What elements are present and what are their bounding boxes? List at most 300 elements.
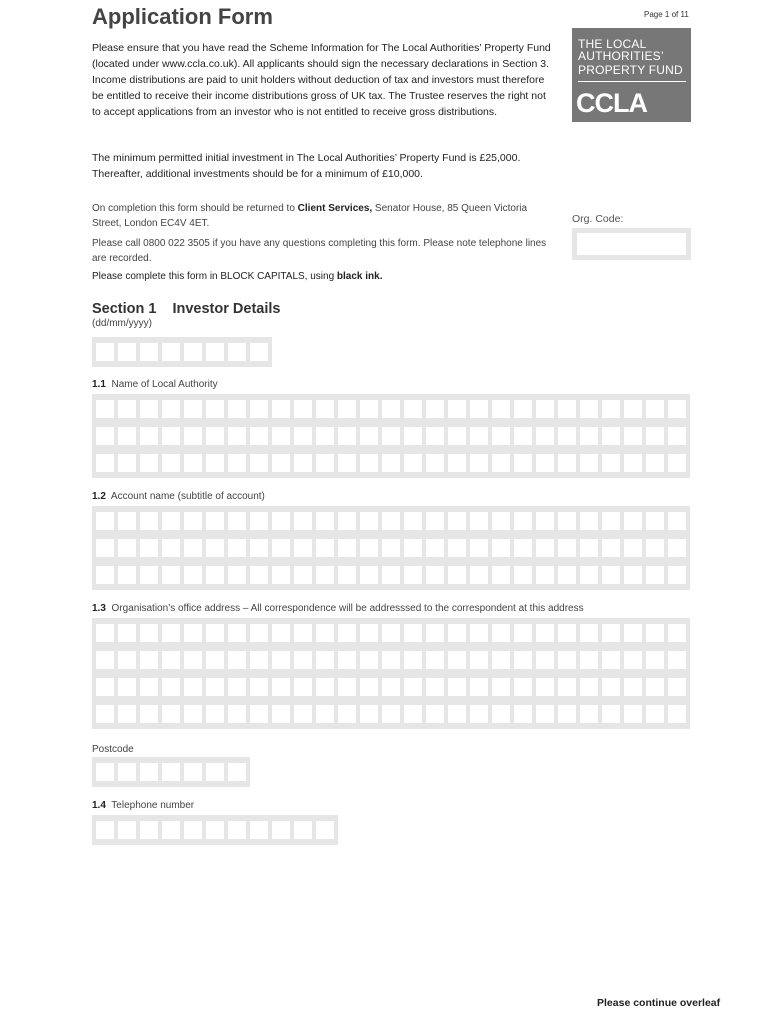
character-box[interactable] xyxy=(228,566,246,584)
character-box[interactable] xyxy=(338,427,356,445)
character-box[interactable] xyxy=(470,566,488,584)
character-box[interactable] xyxy=(646,566,664,584)
character-box[interactable] xyxy=(426,539,444,557)
character-box[interactable] xyxy=(228,705,246,723)
character-box[interactable] xyxy=(118,763,136,781)
character-box[interactable] xyxy=(492,400,510,418)
character-box[interactable] xyxy=(96,343,114,361)
character-box[interactable] xyxy=(228,343,246,361)
character-box[interactable] xyxy=(536,651,554,669)
character-box[interactable] xyxy=(558,454,576,472)
office-address-field[interactable] xyxy=(92,618,690,729)
character-box[interactable] xyxy=(646,539,664,557)
character-box[interactable] xyxy=(118,512,136,530)
character-box[interactable] xyxy=(96,763,114,781)
character-box[interactable] xyxy=(492,427,510,445)
character-box[interactable] xyxy=(96,566,114,584)
character-box[interactable] xyxy=(118,427,136,445)
postcode-field[interactable] xyxy=(92,757,250,787)
character-box[interactable] xyxy=(382,427,400,445)
character-box[interactable] xyxy=(250,400,268,418)
character-box[interactable] xyxy=(118,454,136,472)
character-box[interactable] xyxy=(228,624,246,642)
character-box[interactable] xyxy=(250,821,268,839)
character-box[interactable] xyxy=(316,821,334,839)
character-box[interactable] xyxy=(206,624,224,642)
character-box[interactable] xyxy=(118,705,136,723)
character-box[interactable] xyxy=(360,539,378,557)
character-box[interactable] xyxy=(250,651,268,669)
character-box[interactable] xyxy=(206,566,224,584)
character-box[interactable] xyxy=(536,539,554,557)
character-box[interactable] xyxy=(272,539,290,557)
character-box[interactable] xyxy=(184,566,202,584)
character-box[interactable] xyxy=(426,678,444,696)
character-box[interactable] xyxy=(624,624,642,642)
local-authority-name-field[interactable] xyxy=(92,394,690,478)
character-box[interactable] xyxy=(404,678,422,696)
character-box[interactable] xyxy=(470,651,488,669)
character-box[interactable] xyxy=(206,763,224,781)
character-box[interactable] xyxy=(118,821,136,839)
character-box[interactable] xyxy=(184,454,202,472)
character-box[interactable] xyxy=(140,400,158,418)
character-box[interactable] xyxy=(580,427,598,445)
character-box[interactable] xyxy=(448,427,466,445)
character-box[interactable] xyxy=(536,427,554,445)
character-box[interactable] xyxy=(162,678,180,696)
character-box[interactable] xyxy=(668,651,686,669)
character-box[interactable] xyxy=(426,705,444,723)
character-box[interactable] xyxy=(668,454,686,472)
character-box[interactable] xyxy=(360,566,378,584)
character-box[interactable] xyxy=(338,624,356,642)
character-box[interactable] xyxy=(404,454,422,472)
character-box[interactable] xyxy=(514,624,532,642)
character-box[interactable] xyxy=(426,624,444,642)
character-box[interactable] xyxy=(426,512,444,530)
character-box[interactable] xyxy=(338,539,356,557)
character-box[interactable] xyxy=(206,678,224,696)
character-box[interactable] xyxy=(514,651,532,669)
character-box[interactable] xyxy=(140,566,158,584)
character-box[interactable] xyxy=(206,651,224,669)
character-box[interactable] xyxy=(96,705,114,723)
character-box[interactable] xyxy=(96,400,114,418)
character-box[interactable] xyxy=(404,651,422,669)
character-box[interactable] xyxy=(580,400,598,418)
character-box[interactable] xyxy=(646,454,664,472)
character-box[interactable] xyxy=(470,705,488,723)
character-box[interactable] xyxy=(162,705,180,723)
character-box[interactable] xyxy=(514,705,532,723)
character-box[interactable] xyxy=(382,566,400,584)
character-box[interactable] xyxy=(426,454,444,472)
character-box[interactable] xyxy=(96,624,114,642)
character-box[interactable] xyxy=(162,454,180,472)
character-box[interactable] xyxy=(404,705,422,723)
character-box[interactable] xyxy=(470,512,488,530)
character-box[interactable] xyxy=(382,539,400,557)
character-box[interactable] xyxy=(272,427,290,445)
character-box[interactable] xyxy=(360,624,378,642)
character-box[interactable] xyxy=(646,705,664,723)
character-box[interactable] xyxy=(492,539,510,557)
character-box[interactable] xyxy=(668,427,686,445)
character-box[interactable] xyxy=(580,624,598,642)
character-box[interactable] xyxy=(448,566,466,584)
character-box[interactable] xyxy=(382,512,400,530)
character-box[interactable] xyxy=(668,678,686,696)
character-box[interactable] xyxy=(448,512,466,530)
character-box[interactable] xyxy=(272,512,290,530)
character-box[interactable] xyxy=(624,705,642,723)
character-box[interactable] xyxy=(250,539,268,557)
character-box[interactable] xyxy=(316,539,334,557)
character-box[interactable] xyxy=(162,539,180,557)
character-box[interactable] xyxy=(162,566,180,584)
character-box[interactable] xyxy=(206,705,224,723)
character-box[interactable] xyxy=(448,400,466,418)
character-box[interactable] xyxy=(140,512,158,530)
character-box[interactable] xyxy=(250,678,268,696)
character-box[interactable] xyxy=(250,566,268,584)
character-box[interactable] xyxy=(558,705,576,723)
character-box[interactable] xyxy=(272,705,290,723)
character-box[interactable] xyxy=(404,539,422,557)
character-box[interactable] xyxy=(646,512,664,530)
character-box[interactable] xyxy=(184,539,202,557)
character-box[interactable] xyxy=(272,566,290,584)
character-box[interactable] xyxy=(646,400,664,418)
character-box[interactable] xyxy=(404,427,422,445)
character-box[interactable] xyxy=(162,343,180,361)
character-box[interactable] xyxy=(492,651,510,669)
character-box[interactable] xyxy=(580,678,598,696)
character-box[interactable] xyxy=(228,512,246,530)
character-box[interactable] xyxy=(338,454,356,472)
character-box[interactable] xyxy=(646,651,664,669)
character-box[interactable] xyxy=(624,454,642,472)
character-box[interactable] xyxy=(162,512,180,530)
character-box[interactable] xyxy=(206,400,224,418)
character-box[interactable] xyxy=(140,539,158,557)
character-box[interactable] xyxy=(250,705,268,723)
character-box[interactable] xyxy=(96,454,114,472)
character-box[interactable] xyxy=(558,427,576,445)
character-box[interactable] xyxy=(668,539,686,557)
character-box[interactable] xyxy=(184,678,202,696)
character-box[interactable] xyxy=(360,705,378,723)
character-box[interactable] xyxy=(580,539,598,557)
character-box[interactable] xyxy=(250,512,268,530)
character-box[interactable] xyxy=(558,400,576,418)
character-box[interactable] xyxy=(184,512,202,530)
character-box[interactable] xyxy=(624,651,642,669)
character-box[interactable] xyxy=(206,343,224,361)
character-box[interactable] xyxy=(624,427,642,445)
character-box[interactable] xyxy=(646,678,664,696)
character-box[interactable] xyxy=(140,427,158,445)
character-box[interactable] xyxy=(492,512,510,530)
character-box[interactable] xyxy=(382,705,400,723)
character-box[interactable] xyxy=(646,624,664,642)
character-box[interactable] xyxy=(558,651,576,669)
character-box[interactable] xyxy=(316,705,334,723)
character-box[interactable] xyxy=(272,400,290,418)
character-box[interactable] xyxy=(558,566,576,584)
character-box[interactable] xyxy=(294,624,312,642)
character-box[interactable] xyxy=(514,400,532,418)
character-box[interactable] xyxy=(404,512,422,530)
character-box[interactable] xyxy=(184,343,202,361)
character-box[interactable] xyxy=(558,539,576,557)
character-box[interactable] xyxy=(514,566,532,584)
character-box[interactable] xyxy=(602,651,620,669)
character-box[interactable] xyxy=(118,343,136,361)
character-box[interactable] xyxy=(360,427,378,445)
character-box[interactable] xyxy=(382,400,400,418)
character-box[interactable] xyxy=(206,539,224,557)
character-box[interactable] xyxy=(316,512,334,530)
character-box[interactable] xyxy=(294,427,312,445)
character-box[interactable] xyxy=(514,512,532,530)
character-box[interactable] xyxy=(602,427,620,445)
character-box[interactable] xyxy=(448,705,466,723)
character-box[interactable] xyxy=(118,651,136,669)
character-box[interactable] xyxy=(580,566,598,584)
character-box[interactable] xyxy=(206,512,224,530)
character-box[interactable] xyxy=(448,624,466,642)
character-box[interactable] xyxy=(228,400,246,418)
org-code-field[interactable] xyxy=(572,228,691,260)
character-box[interactable] xyxy=(492,678,510,696)
character-box[interactable] xyxy=(470,678,488,696)
character-box[interactable] xyxy=(580,454,598,472)
character-box[interactable] xyxy=(140,454,158,472)
character-box[interactable] xyxy=(272,651,290,669)
character-box[interactable] xyxy=(536,512,554,530)
character-box[interactable] xyxy=(228,678,246,696)
character-box[interactable] xyxy=(184,705,202,723)
telephone-field[interactable] xyxy=(92,815,338,845)
character-box[interactable] xyxy=(162,400,180,418)
character-box[interactable] xyxy=(426,651,444,669)
character-box[interactable] xyxy=(426,427,444,445)
character-box[interactable] xyxy=(294,705,312,723)
character-box[interactable] xyxy=(118,566,136,584)
character-box[interactable] xyxy=(602,454,620,472)
character-box[interactable] xyxy=(624,400,642,418)
character-box[interactable] xyxy=(294,566,312,584)
character-box[interactable] xyxy=(514,454,532,472)
character-box[interactable] xyxy=(404,624,422,642)
character-box[interactable] xyxy=(250,624,268,642)
character-box[interactable] xyxy=(338,678,356,696)
character-box[interactable] xyxy=(536,624,554,642)
character-box[interactable] xyxy=(492,705,510,723)
character-box[interactable] xyxy=(668,705,686,723)
character-box[interactable] xyxy=(184,400,202,418)
character-box[interactable] xyxy=(580,512,598,530)
character-box[interactable] xyxy=(360,400,378,418)
character-box[interactable] xyxy=(470,427,488,445)
character-box[interactable] xyxy=(316,678,334,696)
character-box[interactable] xyxy=(624,512,642,530)
character-box[interactable] xyxy=(206,821,224,839)
character-box[interactable] xyxy=(646,427,664,445)
character-box[interactable] xyxy=(338,705,356,723)
character-box[interactable] xyxy=(668,624,686,642)
character-box[interactable] xyxy=(316,400,334,418)
character-box[interactable] xyxy=(140,624,158,642)
character-box[interactable] xyxy=(668,512,686,530)
character-box[interactable] xyxy=(206,454,224,472)
character-box[interactable] xyxy=(272,454,290,472)
character-box[interactable] xyxy=(96,539,114,557)
character-box[interactable] xyxy=(580,651,598,669)
character-box[interactable] xyxy=(228,821,246,839)
character-box[interactable] xyxy=(294,678,312,696)
character-box[interactable] xyxy=(140,343,158,361)
character-box[interactable] xyxy=(382,454,400,472)
character-box[interactable] xyxy=(316,624,334,642)
character-box[interactable] xyxy=(162,763,180,781)
character-box[interactable] xyxy=(338,651,356,669)
character-box[interactable] xyxy=(140,763,158,781)
character-box[interactable] xyxy=(184,651,202,669)
character-box[interactable] xyxy=(184,624,202,642)
character-box[interactable] xyxy=(294,539,312,557)
character-box[interactable] xyxy=(514,678,532,696)
character-box[interactable] xyxy=(272,678,290,696)
character-box[interactable] xyxy=(184,763,202,781)
character-box[interactable] xyxy=(140,821,158,839)
character-box[interactable] xyxy=(96,427,114,445)
character-box[interactable] xyxy=(140,678,158,696)
character-box[interactable] xyxy=(162,427,180,445)
character-box[interactable] xyxy=(404,566,422,584)
character-box[interactable] xyxy=(536,705,554,723)
character-box[interactable] xyxy=(602,400,620,418)
character-box[interactable] xyxy=(316,427,334,445)
character-box[interactable] xyxy=(250,343,268,361)
character-box[interactable] xyxy=(140,705,158,723)
character-box[interactable] xyxy=(316,454,334,472)
character-box[interactable] xyxy=(536,400,554,418)
character-box[interactable] xyxy=(470,624,488,642)
character-box[interactable] xyxy=(294,512,312,530)
character-box[interactable] xyxy=(228,454,246,472)
character-box[interactable] xyxy=(294,400,312,418)
character-box[interactable] xyxy=(96,678,114,696)
character-box[interactable] xyxy=(184,821,202,839)
character-box[interactable] xyxy=(514,427,532,445)
character-box[interactable] xyxy=(492,566,510,584)
character-box[interactable] xyxy=(228,651,246,669)
character-box[interactable] xyxy=(404,400,422,418)
character-box[interactable] xyxy=(228,427,246,445)
character-box[interactable] xyxy=(668,400,686,418)
character-box[interactable] xyxy=(96,821,114,839)
character-box[interactable] xyxy=(470,539,488,557)
character-box[interactable] xyxy=(316,566,334,584)
character-box[interactable] xyxy=(602,512,620,530)
character-box[interactable] xyxy=(492,624,510,642)
character-box[interactable] xyxy=(448,454,466,472)
character-box[interactable] xyxy=(338,400,356,418)
character-box[interactable] xyxy=(360,454,378,472)
character-box[interactable] xyxy=(338,512,356,530)
character-box[interactable] xyxy=(668,566,686,584)
character-box[interactable] xyxy=(96,651,114,669)
character-box[interactable] xyxy=(558,512,576,530)
character-box[interactable] xyxy=(294,821,312,839)
character-box[interactable] xyxy=(228,539,246,557)
character-box[interactable] xyxy=(272,821,290,839)
character-box[interactable] xyxy=(536,454,554,472)
character-box[interactable] xyxy=(536,678,554,696)
character-box[interactable] xyxy=(294,651,312,669)
character-box[interactable] xyxy=(118,400,136,418)
character-box[interactable] xyxy=(162,821,180,839)
character-box[interactable] xyxy=(470,454,488,472)
character-box[interactable] xyxy=(382,624,400,642)
character-box[interactable] xyxy=(624,678,642,696)
character-box[interactable] xyxy=(536,566,554,584)
character-box[interactable] xyxy=(492,454,510,472)
character-box[interactable] xyxy=(118,624,136,642)
character-box[interactable] xyxy=(250,427,268,445)
character-box[interactable] xyxy=(558,624,576,642)
character-box[interactable] xyxy=(96,512,114,530)
character-box[interactable] xyxy=(316,651,334,669)
account-name-field[interactable] xyxy=(92,506,690,590)
character-box[interactable] xyxy=(470,400,488,418)
character-box[interactable] xyxy=(140,651,158,669)
character-box[interactable] xyxy=(294,454,312,472)
character-box[interactable] xyxy=(624,539,642,557)
character-box[interactable] xyxy=(426,400,444,418)
character-box[interactable] xyxy=(602,539,620,557)
character-box[interactable] xyxy=(382,651,400,669)
character-box[interactable] xyxy=(624,566,642,584)
character-box[interactable] xyxy=(118,539,136,557)
character-box[interactable] xyxy=(360,512,378,530)
character-box[interactable] xyxy=(448,539,466,557)
character-box[interactable] xyxy=(602,624,620,642)
character-box[interactable] xyxy=(360,678,378,696)
character-box[interactable] xyxy=(228,763,246,781)
character-box[interactable] xyxy=(382,678,400,696)
character-box[interactable] xyxy=(360,651,378,669)
date-field[interactable] xyxy=(92,337,272,367)
character-box[interactable] xyxy=(448,678,466,696)
character-box[interactable] xyxy=(206,427,224,445)
character-box[interactable] xyxy=(602,566,620,584)
character-box[interactable] xyxy=(514,539,532,557)
character-box[interactable] xyxy=(580,705,598,723)
character-box[interactable] xyxy=(602,705,620,723)
character-box[interactable] xyxy=(426,566,444,584)
character-box[interactable] xyxy=(162,651,180,669)
character-box[interactable] xyxy=(118,678,136,696)
character-box[interactable] xyxy=(272,624,290,642)
character-box[interactable] xyxy=(162,624,180,642)
character-box[interactable] xyxy=(250,454,268,472)
character-box[interactable] xyxy=(448,651,466,669)
character-box[interactable] xyxy=(558,678,576,696)
